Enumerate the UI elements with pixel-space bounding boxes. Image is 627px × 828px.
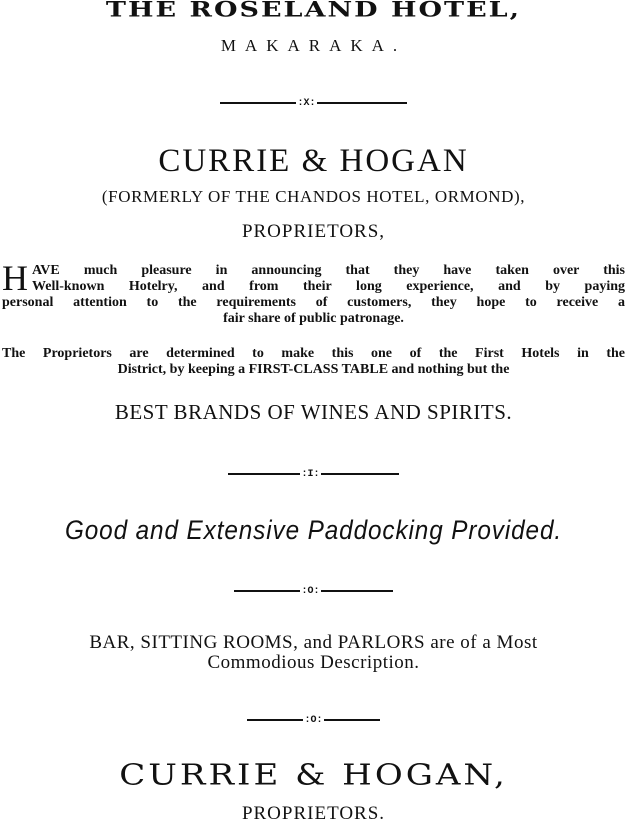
hotel-title: THE ROSELAND HOTEL, [105, 0, 522, 22]
divider-4: :O: [0, 713, 627, 727]
announcement-line-4: fair share of public patronage. [223, 311, 404, 326]
determination-line-1: The Proprietors are determined to make this one of the First Hotels in the [2, 346, 625, 361]
determination-paragraph [2, 346, 625, 378]
divider-3: :O: [0, 584, 627, 598]
announcement-line-1: AVE much pleasure in announcing that they have taken over this [32, 263, 625, 278]
announcement-paragraph [2, 258, 625, 327]
proprietors-heading: PROPRIETORS, [241, 221, 386, 242]
determination-line-2: District, by keeping a FIRST-CLASS TABLE and nothing but the [117, 362, 510, 377]
formerly-note: (FORMERLY OF THE CHANDOS HOTEL, ORMOND), [101, 187, 526, 206]
rooms-line-1: BAR, SITTING ROOMS, and PARLORS are of a Most [89, 632, 538, 653]
paddocking-line: Good and Extensive Paddocking Provided. [64, 515, 563, 545]
hotel-location: MAKARAKA. [220, 36, 407, 55]
announcement-line-3: personal attention to the requirements of customers, they hope to receive a [2, 295, 625, 310]
rooms-line-2: Commodious Description. [207, 652, 420, 673]
proprietor-names: CURRIE & HOGAN [158, 143, 469, 179]
footer-proprietor-names: CURRIE & HOGAN, [119, 758, 508, 792]
announcement-line-2: Well-known Hotelry, and from their long experience, and by paying [32, 279, 625, 294]
footer-proprietors-heading: PROPRIETORS. [241, 803, 386, 824]
rooms-description [0, 633, 627, 673]
brands-line: BEST BRANDS OF WINES AND SPIRITS. [114, 400, 513, 424]
divider-1: :X: [0, 96, 627, 110]
divider-2: :I: [0, 467, 627, 481]
drop-cap: H [2, 258, 28, 298]
